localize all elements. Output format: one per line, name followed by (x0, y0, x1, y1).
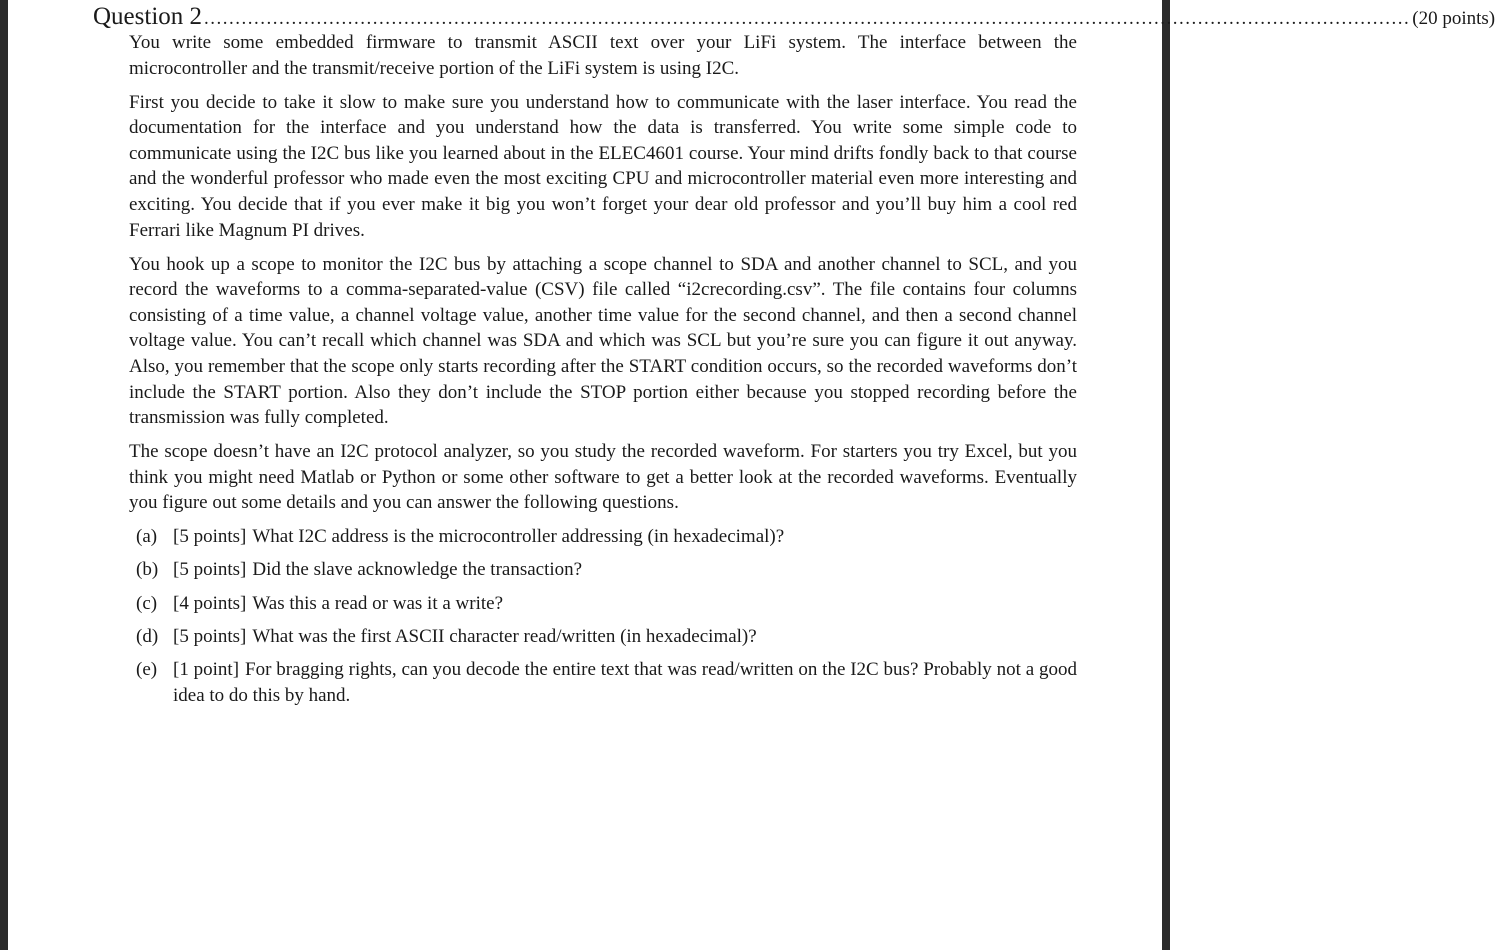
question-header (93, 2, 1495, 32)
question-part-e (129, 657, 1077, 708)
part-body (173, 657, 1077, 708)
part-text: What I2C address is the microcontroller addressing (in hexadecimal)? (252, 526, 785, 548)
paragraph-intro: You write some embedded firmware to transmit ASCII text over your LiFi system. The interface between the microcontroller and the transmit/receive portion of the LiFi system is using I2C. (129, 32, 1077, 79)
question-title: Question 2 (93, 3, 203, 30)
part-body (173, 524, 1077, 550)
paragraph-analysis: The scope doesn’t have an I2C protocol analyzer, so you study the recorded waveform. For starters you try Excel, but you think you might need Matlab or Python or some other software to get a better look at the recorded waveforms. Eventually you figure out some details and you can answer the following questions. (129, 441, 1077, 514)
part-points: [5 points] (173, 559, 247, 581)
part-label: (a) (136, 526, 158, 548)
paragraph-story: First you decide to take it slow to make sure you understand how to communicate with the laser interface. You read the documentation for the interface and you understand how the data is transferred. You write some simple code to communicate using the I2C bus like you learned about in the ELEC4601 course. Your mind drifts fondly back to that course and the wonderful professor who made even the most exciting CPU and microcontroller material even more interesting and exciting. You decide that if you ever make it big you won’t forget your dear old professor and you’ll buy him a cool red Ferrari like Magnum PI drives. (129, 91, 1077, 241)
left-window-border (0, 0, 8, 950)
question-part-a (129, 524, 1077, 550)
part-points: [4 points] (173, 592, 247, 614)
part-label: (d) (136, 625, 159, 647)
part-points: [5 points] (173, 625, 247, 647)
part-label: (c) (136, 592, 158, 614)
part-text: What was the first ASCII character read/written (in hexadecimal)? (252, 625, 757, 647)
question-part-b (129, 557, 1077, 583)
part-label: (e) (136, 659, 158, 680)
part-text: Did the slave acknowledge the transaction? (252, 559, 583, 581)
right-window-border (1162, 0, 1170, 950)
question-body (129, 30, 1077, 716)
part-text: For bragging rights, can you decode the entire text that was read/written on the I2C bus? Probably not a good idea to do this by hand. (173, 659, 1077, 706)
part-text: Was this a read or was it a write? (252, 592, 504, 614)
part-label: (b) (136, 559, 159, 581)
part-points: [5 points] (173, 526, 247, 548)
part-body (173, 557, 1077, 583)
dot-leader: ................................................................................................................................................................................................. (204, 8, 1411, 29)
paragraph-scope: You hook up a scope to monitor the I2C bus by attaching a scope channel to SDA and another channel to SCL, and you record the waveforms to a comma-separated-value (CSV) file called “i2crecording.csv”. The file contains four columns consisting of a time value, a channel voltage value, another time value for the second channel, and then a second channel voltage value. You can’t recall which channel was SDA and which was SCL but you’re sure you can figure it out anyway. Also, you remember that the scope only starts recording after the START condition occurs, so the recorded waveforms don’t include the START portion. Also they don’t include the STOP portion either because you stopped recording before the transmission was fully completed. (129, 253, 1077, 429)
question-part-c (129, 591, 1077, 617)
part-body (173, 591, 1077, 617)
part-points: [1 point] (173, 659, 240, 680)
question-part-d (129, 624, 1077, 650)
question-points: (20 points) (1412, 8, 1495, 29)
part-body (173, 624, 1077, 650)
question-parts-list (129, 524, 1077, 708)
